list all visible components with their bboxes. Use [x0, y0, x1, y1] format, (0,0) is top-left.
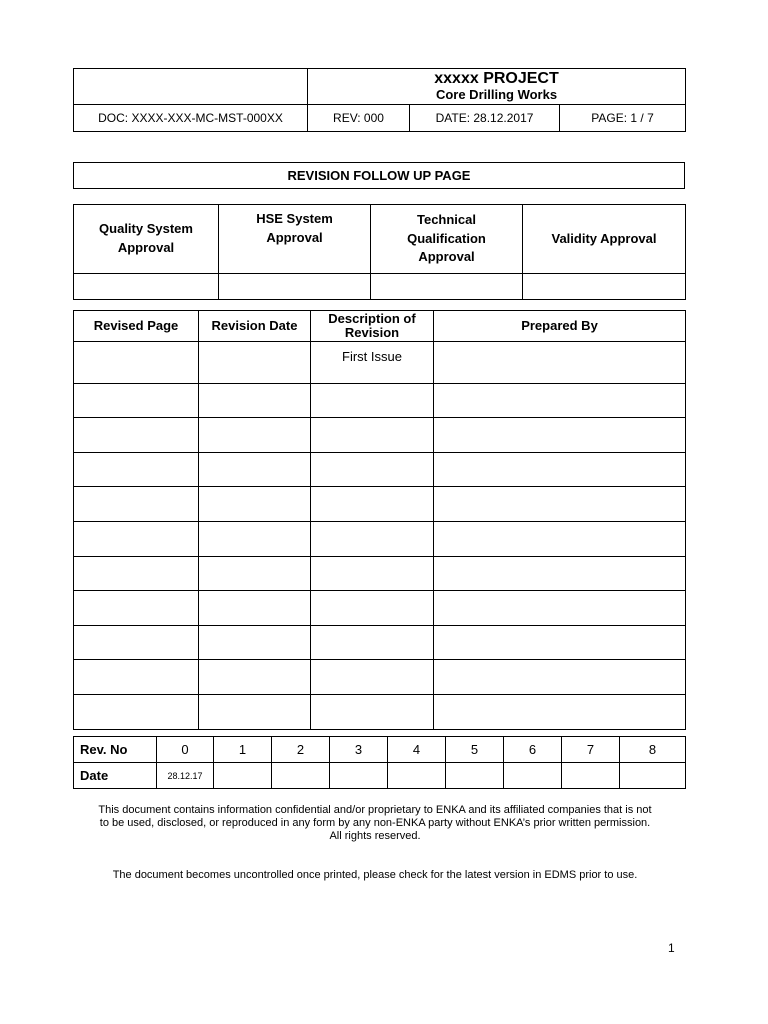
table-cell — [434, 418, 686, 453]
table-cell — [74, 660, 199, 695]
confidential-notice-line: All rights reserved. — [329, 830, 421, 842]
table-cell — [74, 452, 199, 487]
approvals-table — [73, 204, 686, 300]
table-cell — [311, 660, 434, 695]
table-row — [74, 625, 686, 660]
approval-line: HSE System — [256, 211, 333, 226]
hse-system-approval-header — [219, 205, 371, 274]
table-row — [74, 556, 686, 591]
technical-qualification-approval-header — [371, 205, 523, 274]
project-subtitle: Core Drilling Works — [435, 87, 558, 103]
rev-no-table — [73, 736, 686, 789]
document-header — [73, 68, 686, 132]
confidential-notice — [60, 804, 690, 843]
table-cell — [199, 556, 311, 591]
table-cell — [311, 452, 434, 487]
col-header-revision-date: Revision Date — [199, 311, 311, 342]
table-cell — [74, 625, 199, 660]
date-label: Date — [74, 763, 157, 789]
table-cell — [434, 342, 686, 384]
table-cell — [74, 694, 199, 729]
project-title-cell — [308, 69, 686, 105]
rev-number-cell: 0 — [157, 737, 214, 763]
table-row — [74, 418, 686, 453]
table-cell — [199, 418, 311, 453]
table-cell — [434, 660, 686, 695]
approval-line: Quality System — [99, 221, 193, 237]
table-cell — [311, 591, 434, 626]
table-cell — [74, 487, 199, 522]
rev-number-cell: 6 — [504, 737, 562, 763]
table-row — [74, 383, 686, 418]
table-cell — [74, 342, 199, 384]
logo-area — [74, 69, 308, 105]
document-date: DATE: 28.12.2017 — [410, 105, 560, 132]
rev-date-cell — [388, 763, 446, 789]
table-row — [74, 487, 686, 522]
table-cell — [311, 694, 434, 729]
revision-follow-up-box — [73, 162, 685, 189]
rev-number-cell: 1 — [214, 737, 272, 763]
table-cell — [74, 556, 199, 591]
rev-date-cell — [620, 763, 686, 789]
uncontrolled-notice: The document becomes uncontrolled once printed, please check for the latest version in EDMS prior to use. — [112, 869, 638, 881]
revision-table-body — [74, 342, 686, 730]
rev-no-label: Rev. No — [74, 737, 157, 763]
table-cell: First Issue — [311, 342, 434, 384]
revision-table — [73, 310, 686, 730]
table-cell — [199, 521, 311, 556]
table-cell — [199, 383, 311, 418]
project-title: xxxxx PROJECT — [434, 69, 559, 87]
table-cell — [199, 660, 311, 695]
approval-line: Technical — [416, 211, 476, 227]
rev-date-cell — [330, 763, 388, 789]
approval-signature-cell — [219, 274, 371, 300]
rev-date-cell — [214, 763, 272, 789]
table-cell — [311, 418, 434, 453]
rev-date-cell — [446, 763, 504, 789]
col-header-prepared-by: Prepared By — [434, 311, 686, 342]
rev-number-cell: 4 — [388, 737, 446, 763]
table-cell — [74, 383, 199, 418]
table-row — [74, 591, 686, 626]
table-cell — [311, 625, 434, 660]
table-cell — [434, 591, 686, 626]
table-row — [74, 694, 686, 729]
table-cell — [311, 556, 434, 591]
table-cell — [74, 521, 199, 556]
approval-line: Qualification — [407, 230, 486, 246]
approval-line: Approval — [117, 240, 175, 255]
col-header-description: Description of Revision — [311, 311, 434, 342]
table-cell — [311, 383, 434, 418]
approval-signature-cell — [371, 274, 523, 300]
approval-line: Approval — [418, 249, 475, 265]
table-cell — [74, 418, 199, 453]
table-row — [74, 521, 686, 556]
table-cell — [434, 452, 686, 487]
table-cell — [199, 342, 311, 384]
table-cell — [74, 591, 199, 626]
approval-line: Approval — [266, 229, 323, 245]
doc-number: DOC: XXXX-XXX-MC-MST-000XX — [74, 105, 308, 132]
table-cell — [199, 694, 311, 729]
approval-line: Validity Approval — [551, 230, 657, 246]
rev-number-cell: 7 — [562, 737, 620, 763]
confidential-notice-line: This document contains information confidential and/or proprietary to ENKA and its affiliated companies that is not — [98, 804, 652, 816]
approval-signature-cell — [74, 274, 219, 300]
table-cell — [199, 625, 311, 660]
rev-date-cell — [272, 763, 330, 789]
col-header-revised-page: Revised Page — [74, 311, 199, 342]
quality-system-approval-header — [74, 205, 219, 274]
table-row — [74, 452, 686, 487]
revision-number: REV: 000 — [308, 105, 410, 132]
table-row — [74, 342, 686, 384]
validity-approval-header — [523, 205, 686, 274]
rev-number-cell: 5 — [446, 737, 504, 763]
confidential-notice-line: to be used, disclosed, or reproduced in any form by any non-ENKA party without ENKA’s prior written permission. — [99, 817, 651, 829]
table-cell — [434, 487, 686, 522]
rev-date-cell: 28.12.17 — [157, 763, 214, 789]
table-row — [74, 660, 686, 695]
rev-date-cell — [562, 763, 620, 789]
table-cell — [434, 625, 686, 660]
rev-date-cell — [504, 763, 562, 789]
page-number: 1 — [668, 941, 675, 955]
table-cell — [199, 591, 311, 626]
table-cell — [199, 487, 311, 522]
table-cell — [434, 521, 686, 556]
page-count: PAGE: 1 / 7 — [560, 105, 686, 132]
table-cell — [311, 521, 434, 556]
approval-signature-cell — [523, 274, 686, 300]
rev-number-cell: 8 — [620, 737, 686, 763]
table-cell — [311, 487, 434, 522]
table-cell — [434, 383, 686, 418]
rev-number-cell: 2 — [272, 737, 330, 763]
table-cell — [199, 452, 311, 487]
revision-follow-up-title: REVISION FOLLOW UP PAGE — [74, 163, 685, 189]
table-cell — [434, 694, 686, 729]
rev-number-cell: 3 — [330, 737, 388, 763]
table-cell — [434, 556, 686, 591]
